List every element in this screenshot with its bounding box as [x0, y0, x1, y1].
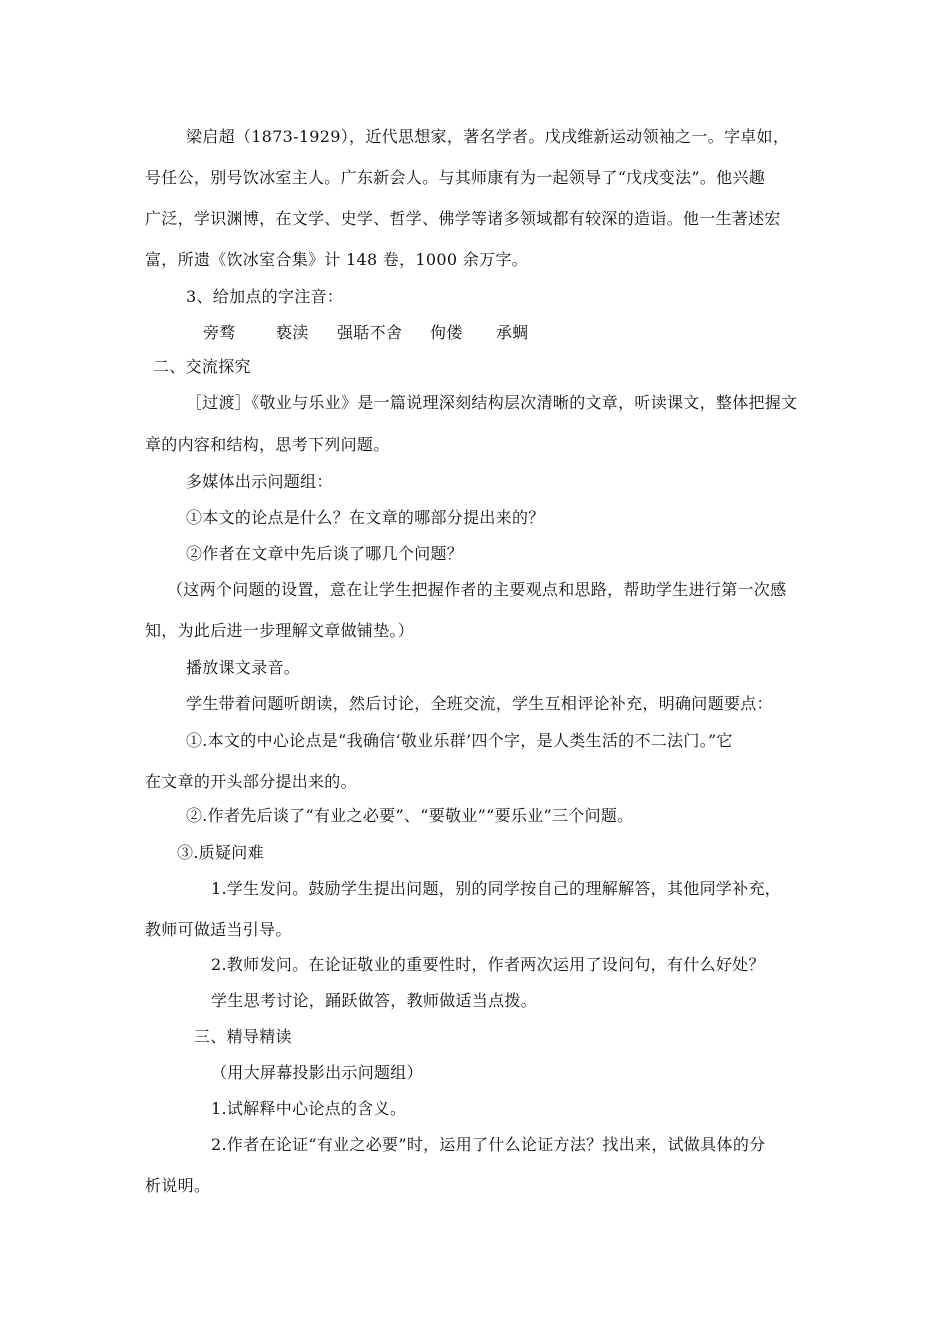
intro-line-4: 富，所遗《饮冰室合集》计 148 卷，1000 余万字。: [145, 250, 528, 269]
section-heading: 二、交流探究: [153, 357, 251, 376]
guided-question-2-line-1: 2.作者在论证“有业之必要”时，运用了什么论证方法？找出来，试做具体的分: [211, 1135, 766, 1154]
note-line-2: 知，为此后进一步理解文章做铺垫。）: [145, 621, 415, 640]
discussion-line: 学生带着问题听朗读，然后讨论，全班交流，学生互相评论补充，明确问题要点：: [186, 694, 773, 713]
intro-line-3: 广泛，学识渊博，在文学、史学、哲学、佛学等诸多领域都有较深的造诣。他一生著述宏: [145, 209, 781, 228]
pinyin-word: 旁骛: [203, 323, 236, 342]
audio-line: 播放课文录音。: [186, 658, 301, 677]
guided-question-1: 1.试解释中心论点的含义。: [211, 1099, 407, 1118]
pinyin-word: 强聒不舍: [337, 323, 403, 342]
step-1-line-2: 教师可做适当引导。: [145, 920, 292, 939]
pinyin-word-list: [0, 323, 950, 343]
question-2: ②作者在文章中先后谈了哪几个问题？: [186, 544, 464, 563]
step-2-follow: 学生思考讨论，踊跃做答，教师做适当点拨。: [211, 991, 538, 1010]
step-1-line-1: 1.学生发问。鼓励学生提出问题，别的同学按自己的理解解答，其他同学补充，: [211, 879, 782, 898]
intro-line-1: 梁启超（1873-1929），近代思想家，著名学者。戊戌维新运动领袖之一。字卓如，: [186, 127, 790, 146]
step-2: 2.教师发问。在论证敬业的重要性时，作者两次运用了设问句，有什么好处？: [211, 955, 765, 974]
transition-line-1: ［过渡］《敬业与乐业》是一篇说理深刻结构层次清晰的文章，听读课文，整体把握文: [186, 393, 798, 412]
answer-1-line-1: ①.本文的中心论点是“我确信‘敬业乐群’四个字，是人类生活的不二法门。”它: [186, 731, 733, 750]
guided-question-2-line-2: 析说明。: [145, 1176, 211, 1195]
pinyin-word: 佝偻: [430, 323, 463, 342]
media-line: 多媒体出示问题组：: [186, 472, 333, 491]
intro-line-2: 号任公，别号饮冰室主人。广东新会人。与其师康有为一起领导了“戊戌变法”。他兴趣: [145, 168, 766, 187]
transition-line-2: 章的内容和结构，思考下列问题。: [145, 435, 390, 454]
question-1: ①本文的论点是什么？在文章的哪部分提出来的？: [186, 508, 545, 527]
answer-1-line-2: 在文章的开头部分提出来的。: [145, 772, 357, 791]
answer-2: ②.作者先后谈了“有业之必要”、“要敬业”“要乐业”三个问题。: [186, 806, 634, 825]
section-heading: 三、精导精读: [194, 1027, 292, 1046]
answer-3: ③.质疑问难: [177, 843, 264, 862]
pinyin-word: 承蜩: [496, 323, 529, 342]
note-line-1: （这两个问题的设置，意在让学生把握作者的主要观点和思路，帮助学生进行第一次感: [167, 580, 787, 599]
pinyin-word: 亵渎: [276, 323, 309, 342]
pinyin-task-heading: 3、给加点的字注音：: [186, 287, 344, 306]
projection-line: （用大屏幕投影出示问题组）: [211, 1063, 423, 1082]
